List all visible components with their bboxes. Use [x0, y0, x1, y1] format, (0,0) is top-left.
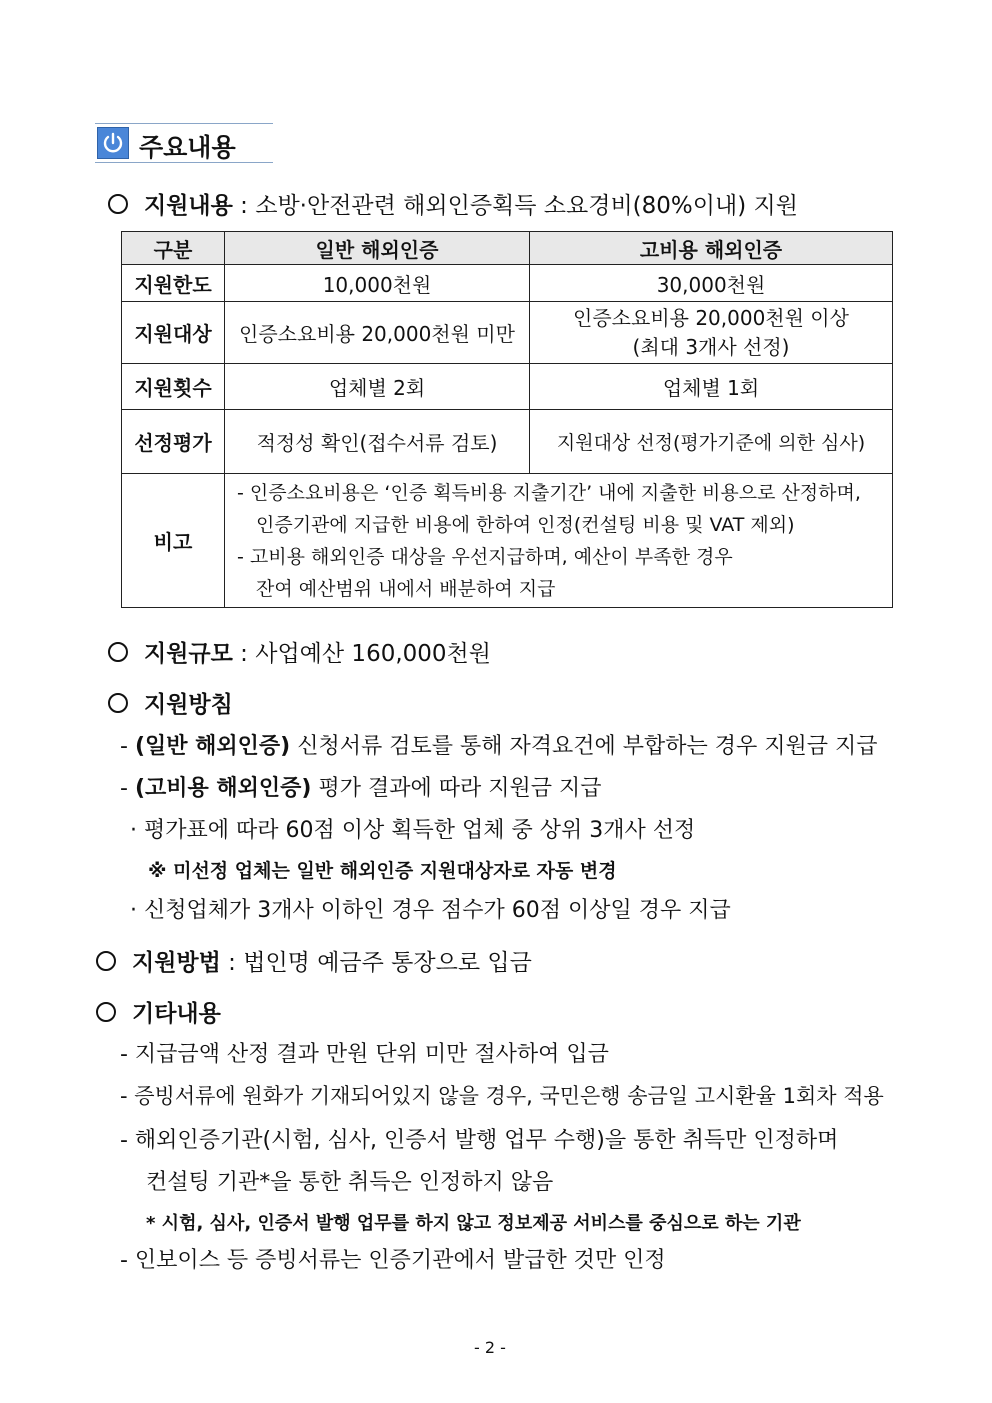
separator: : — [232, 641, 256, 667]
table-cell — [530, 302, 893, 364]
remark-line: 잔여 예산범위 내에서 배분하여 지급 — [256, 577, 556, 600]
row-label: 지원횟수 — [122, 364, 225, 410]
support-scale-text: 사업예산 160,000천원 — [255, 641, 491, 667]
table-header: 고비용 해외인증 — [530, 232, 893, 265]
policy-high-line — [120, 771, 601, 802]
other-item: - 인보이스 등 증빙서류는 인증기관에서 발급한 것만 인정 — [120, 1248, 666, 1273]
table-cell-line: (최대 3개사 선정) — [632, 334, 790, 359]
other-footnote: * 시험, 심사, 인증서 발행 업무를 하지 않고 정보제공 서비스를 중심으로 하는 기관 — [146, 1213, 801, 1234]
remarks-cell — [225, 474, 893, 608]
dash: - — [120, 734, 135, 759]
other-label: 기타내용 — [132, 1001, 221, 1027]
policy-high-text: 평가 결과에 따라 지원금 지급 — [311, 776, 602, 801]
remark-line: 인증기관에 지급한 비용에 한하여 인정(컨설팅 비용 및 VAT 제외) — [256, 513, 795, 536]
support-method-text: 법인명 예금주 통장으로 입금 — [243, 950, 532, 976]
support-method-line — [96, 944, 532, 977]
other-line — [96, 995, 221, 1028]
table-cell-line: 인증소요비용 20,000천원 이상 — [573, 305, 849, 330]
table-row-remarks — [122, 474, 893, 608]
table-header-row — [122, 232, 893, 265]
support-content-text: 소방·안전관련 해외인증획득 소요경비(80%이내) 지원 — [255, 193, 798, 219]
table-cell: 10,000천원 — [225, 265, 530, 302]
other-item: - 증빙서류에 원화가 기재되어있지 않을 경우, 국민은행 송금일 고시환율 1회차 적용 — [120, 1084, 884, 1108]
section-header — [95, 123, 273, 163]
power-icon — [97, 127, 129, 159]
table-cell: 인증소요비용 20,000천원 미만 — [225, 302, 530, 364]
support-table — [121, 231, 893, 608]
policy-bullet-1: · 평가표에 따라 60점 이상 획득한 업체 중 상위 3개사 선정 — [130, 818, 696, 843]
other-item: - 지급금액 산정 결과 만원 단위 미만 절사하여 입금 — [120, 1042, 609, 1067]
table-cell: 업체별 2회 — [225, 364, 530, 410]
remark-line: - 인증소요비용은 ‘인증 획득비용 지출기간’ 내에 지출한 비용으로 산정하며, — [237, 481, 861, 504]
table-row — [122, 410, 893, 474]
policy-bullet-2: · 신청업체가 3개사 이하인 경우 점수가 60점 이상일 경우 지급 — [130, 898, 731, 923]
table-cell: 업체별 1회 — [530, 364, 893, 410]
table-header: 구분 — [122, 232, 225, 265]
table-header: 일반 해외인증 — [225, 232, 530, 265]
support-scale-label: 지원규모 — [144, 641, 233, 667]
policy-note-1: ※ 미선정 업체는 일반 해외인증 지원대상자로 자동 변경 — [148, 860, 617, 882]
policy-general-line — [120, 729, 877, 760]
policy-high-label: (고비용 해외인증) — [134, 776, 312, 801]
support-content-line — [108, 187, 798, 220]
policy-general-text: 신청서류 검토를 통해 자격요건에 부합하는 경우 지원금 지급 — [290, 734, 878, 759]
table-cell: 30,000천원 — [530, 265, 893, 302]
row-label: 지원대상 — [122, 302, 225, 364]
page-number: - 2 - — [474, 1338, 506, 1357]
circle-bullet-icon — [108, 693, 128, 713]
table-cell: 적정성 확인(접수서류 검토) — [225, 410, 530, 474]
support-method-label: 지원방법 — [132, 950, 221, 976]
circle-bullet-icon — [96, 951, 116, 971]
row-label: 선정평가 — [122, 410, 225, 474]
support-policy-line — [108, 686, 233, 719]
support-content-label: 지원내용 — [144, 193, 233, 219]
separator: : — [220, 950, 244, 976]
policy-general-label: (일반 해외인증) — [134, 734, 291, 759]
section-title: 주요내용 — [139, 133, 236, 162]
row-label: 비고 — [122, 474, 225, 608]
circle-bullet-icon — [96, 1002, 116, 1022]
table-cell: 지원대상 선정(평가기준에 의한 심사) — [530, 410, 893, 474]
remark-line: - 고비용 해외인증 대상을 우선지급하며, 예산이 부족한 경우 — [237, 545, 733, 568]
dash: - — [120, 776, 135, 801]
table-row — [122, 364, 893, 410]
table-row — [122, 265, 893, 302]
circle-bullet-icon — [108, 642, 128, 662]
separator: : — [232, 193, 256, 219]
table-row — [122, 302, 893, 364]
row-label: 지원한도 — [122, 265, 225, 302]
support-scale-line — [108, 635, 491, 668]
other-item: - 해외인증기관(시험, 심사, 인증서 발행 업무 수행)을 통한 취득만 인정하며 — [120, 1128, 839, 1153]
circle-bullet-icon — [108, 194, 128, 214]
support-policy-label: 지원방침 — [144, 692, 233, 718]
other-item: 컨설팅 기관*을 통한 취득은 인정하지 않음 — [146, 1170, 554, 1195]
